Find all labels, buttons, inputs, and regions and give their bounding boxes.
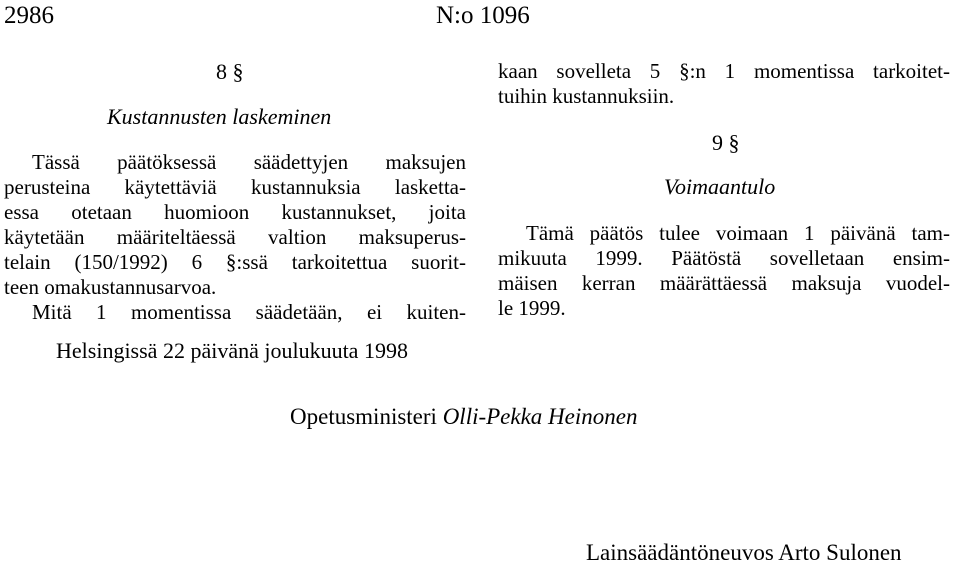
text-line: tuihin kustannuksiin.	[498, 84, 675, 108]
text-line: kaan sovelleta 5 §:n 1 momentissa tarkoitet-	[498, 59, 950, 83]
issue-number: N:o 1096	[436, 2, 530, 29]
section-8-title: Kustannusten laskeminen	[107, 104, 332, 129]
minister-name: Olli-Pekka Heinonen	[442, 404, 638, 429]
section-8-continuation	[498, 59, 950, 109]
text-line: Tämä päätös tulee voimaan 1 päivänä tam-	[526, 221, 950, 245]
text-line: käytetään määriteltäessä valtion maksuperus-	[4, 225, 466, 249]
section-9-heading: 9 §	[712, 130, 740, 155]
place-and-date: Helsingissä 22 päivänä joulukuuta 1998	[56, 338, 408, 363]
section-9-title: Voimaantulo	[664, 174, 776, 199]
minister-title: Opetusministeri	[290, 404, 437, 429]
section-9-paragraph	[498, 221, 950, 321]
section-8-paragraph-1	[4, 150, 466, 325]
text-line: mikuuta 1999. Päätöstä sovelletaan ensim-	[498, 246, 950, 270]
text-line: mäisen kerran määrättäessä maksuja vuodel-	[498, 271, 950, 295]
counsellor-signature: Lainsäädäntöneuvos Arto Sulonen	[586, 540, 902, 565]
text-line: Mitä 1 momentissa säädetään, ei kuiten-	[32, 300, 466, 324]
page-number: 2986	[4, 2, 54, 29]
text-line: essa otetaan huomioon kustannukset, joita	[4, 200, 466, 224]
section-8-heading: 8 §	[216, 59, 244, 84]
minister-signature	[290, 404, 637, 430]
text-line: perusteina käytettäviä kustannuksia lasketta-	[4, 175, 466, 199]
text-line: le 1999.	[498, 296, 566, 320]
text-line: teen omakustannusarvoa.	[4, 275, 217, 299]
text-line: Tässä päätöksessä säädettyjen maksujen	[32, 150, 466, 174]
text-line: telain (150/1992) 6 §:ssä tarkoitettua suorit-	[4, 250, 466, 274]
